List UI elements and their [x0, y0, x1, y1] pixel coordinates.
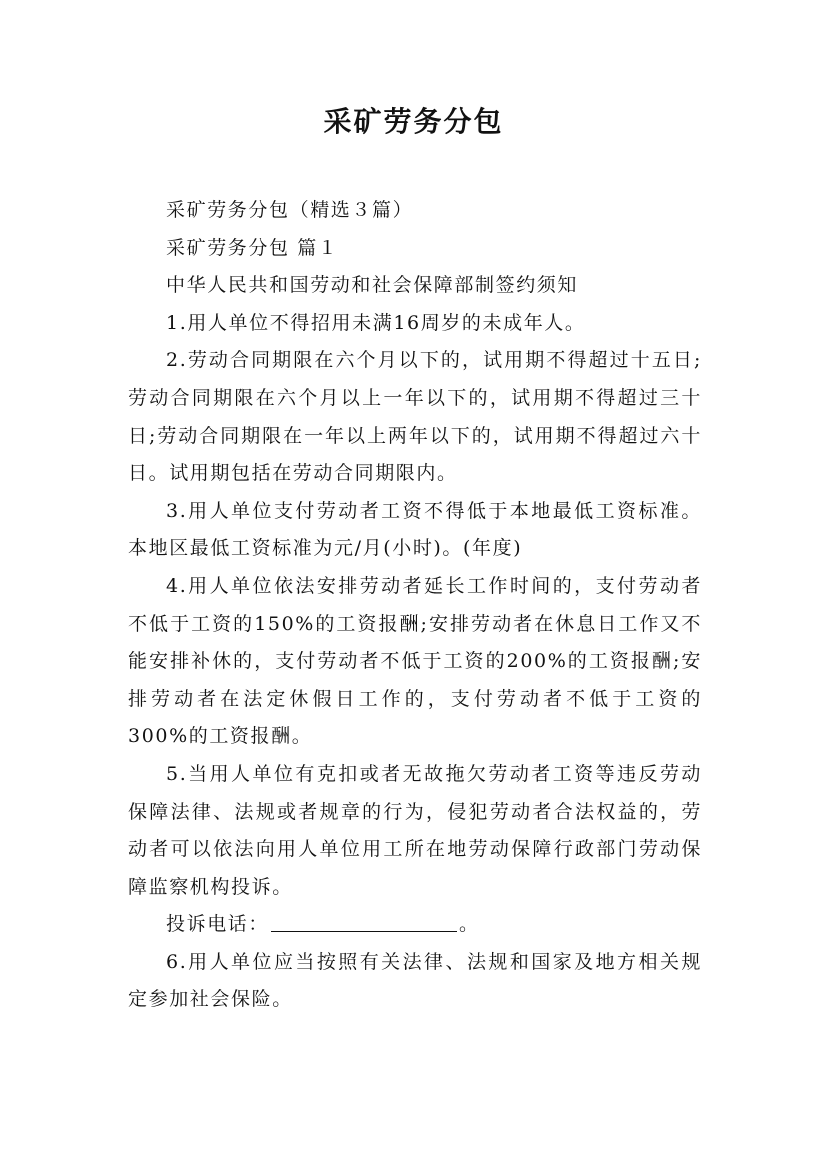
paragraph-item-6: 6.用人单位应当按照有关法律、法规和国家及地方相关规定参加社会保险。: [128, 950, 702, 1011]
complaint-phone-end: 。: [459, 913, 480, 936]
complaint-phone-label: 投诉电话：: [166, 913, 270, 936]
paragraph-item-4: 4.用人单位依法安排劳动者延长工作时间的，支付劳动者不低于工资的150%的工资报酬;安排劳动者在休息日工作又不能安排补休的，支付劳动者不低于工资的200%的工资报酬;安排劳动者在法定休假日工作的，支付劳动者不低于工资的300%的工资报酬。: [128, 574, 702, 748]
complaint-phone-blank: [271, 913, 457, 932]
paragraph-item-2: 2.劳动合同期限在六个月以下的，试用期不得超过十五日;劳动合同期限在六个月以上一年以下的，试用期不得超过三十日;劳动合同期限在一年以上两年以下的，试用期不得超过六十日。试用期包括在劳动合同期限内。: [128, 349, 702, 485]
document-title: 采矿劳务分包: [323, 105, 504, 138]
complaint-phone-line: [128, 906, 702, 944]
document-body: [128, 192, 702, 1019]
paragraph-article-heading: 采矿劳务分包 篇１: [166, 236, 339, 259]
paragraph-item-1: 1.用人单位不得招用未满16周岁的未成年人。: [166, 311, 586, 334]
paragraph-notice-heading: 中华人民共和国劳动和社会保障部制签约须知: [166, 274, 579, 297]
paragraph-selected-heading: 采矿劳务分包（精选３篇）: [166, 199, 414, 221]
paragraph-item-3: 3.用人单位支付劳动者工资不得低于本地最低工资标准。本地区最低工资标准为元/月(小时)。(年度): [128, 499, 702, 560]
paragraph-item-5: 5.当用人单位有克扣或者无故拖欠劳动者工资等违反劳动保障法律、法规或者规章的行为，侵犯劳动者合法权益的，劳动者可以依法向用人单位用工所在地劳动保障行政部门劳动保障监察机构投诉。: [128, 762, 702, 898]
